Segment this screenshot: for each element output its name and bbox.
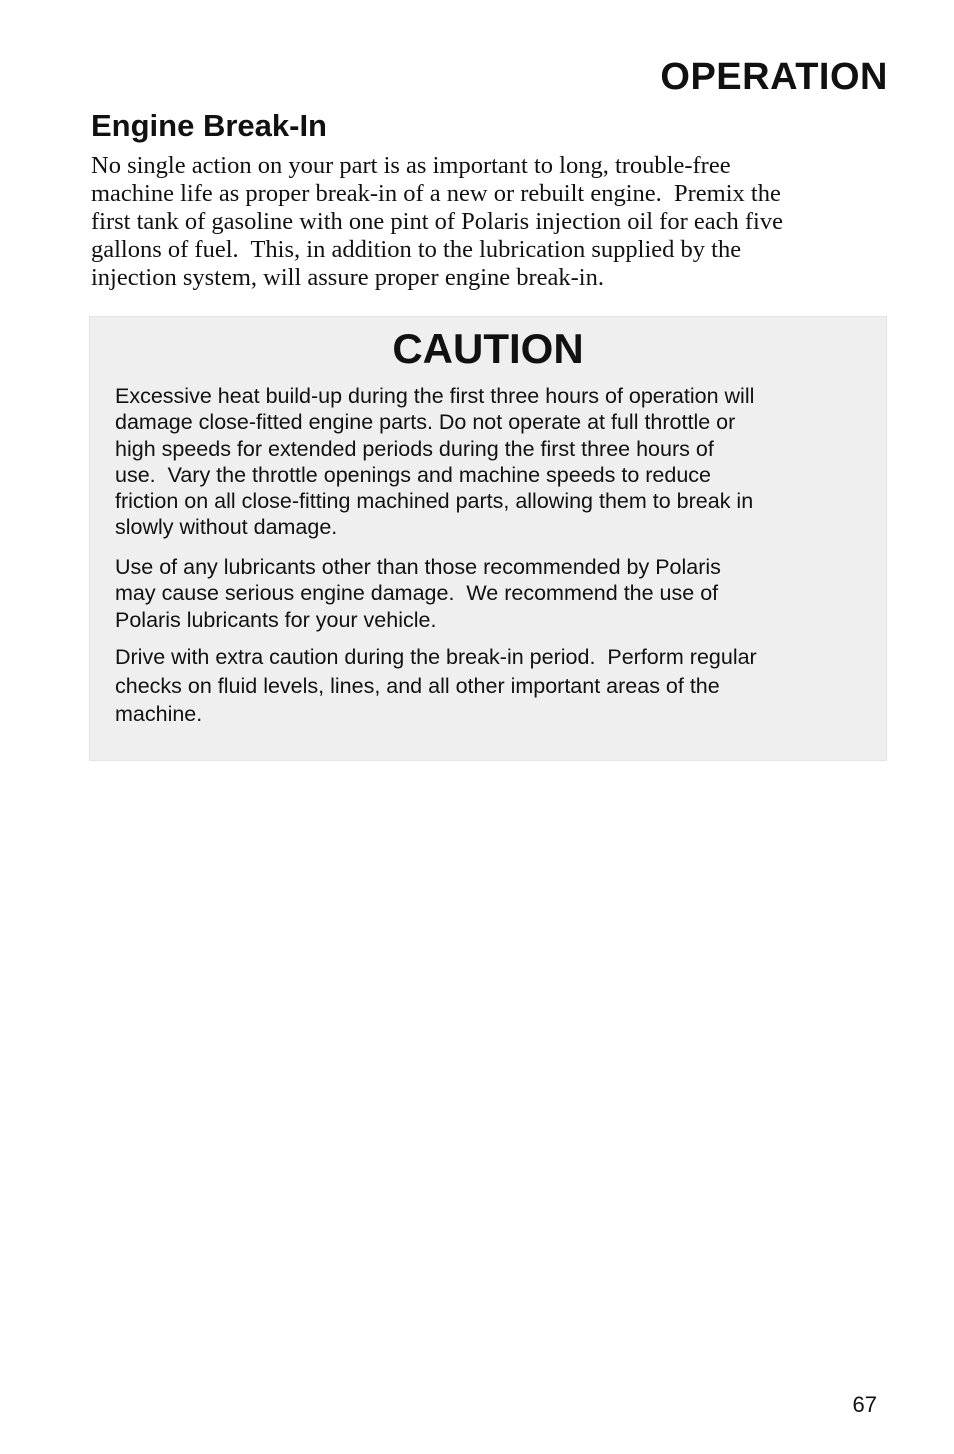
caution-paragraph-drive: Drive with extra caution during the break-in period. Perform regular checks on fluid levels, lines, and all other important areas of the machine. xyxy=(115,645,757,726)
caution-paragraph-lubricants: Use of any lubricants other than those recommended by Polaris may cause serious engine damage. We recommend the use of Polaris lubricants for your vehicle. xyxy=(115,555,721,632)
section-header: OPERATION xyxy=(660,56,888,98)
page-number: 67 xyxy=(852,1392,877,1417)
caution-paragraph-heat: Excessive heat build-up during the first three hours of operation will damage close-fitted engine parts. Do not operate at full throttle or high speeds for extended periods during the first three hours of use. Vary the throttle openings and machine speeds to reduce friction on all close-fitting machined parts, allowing them to break in slowly without damage. xyxy=(115,384,755,540)
section-heading-engine-break-in: Engine Break-In xyxy=(91,108,327,143)
caution-box xyxy=(89,316,887,761)
caution-title: CAUTION xyxy=(392,325,584,372)
engine-break-in-paragraph: No single action on your part is as important to long, trouble-free machine life as proper break-in of a new or rebuilt engine. Premix the first tank of gasoline with one pint of Polaris injection oil for each five gallons of fuel. This, in addition to the lubrication supplied by the injection system, will assure proper engine break-in. xyxy=(91,152,783,291)
